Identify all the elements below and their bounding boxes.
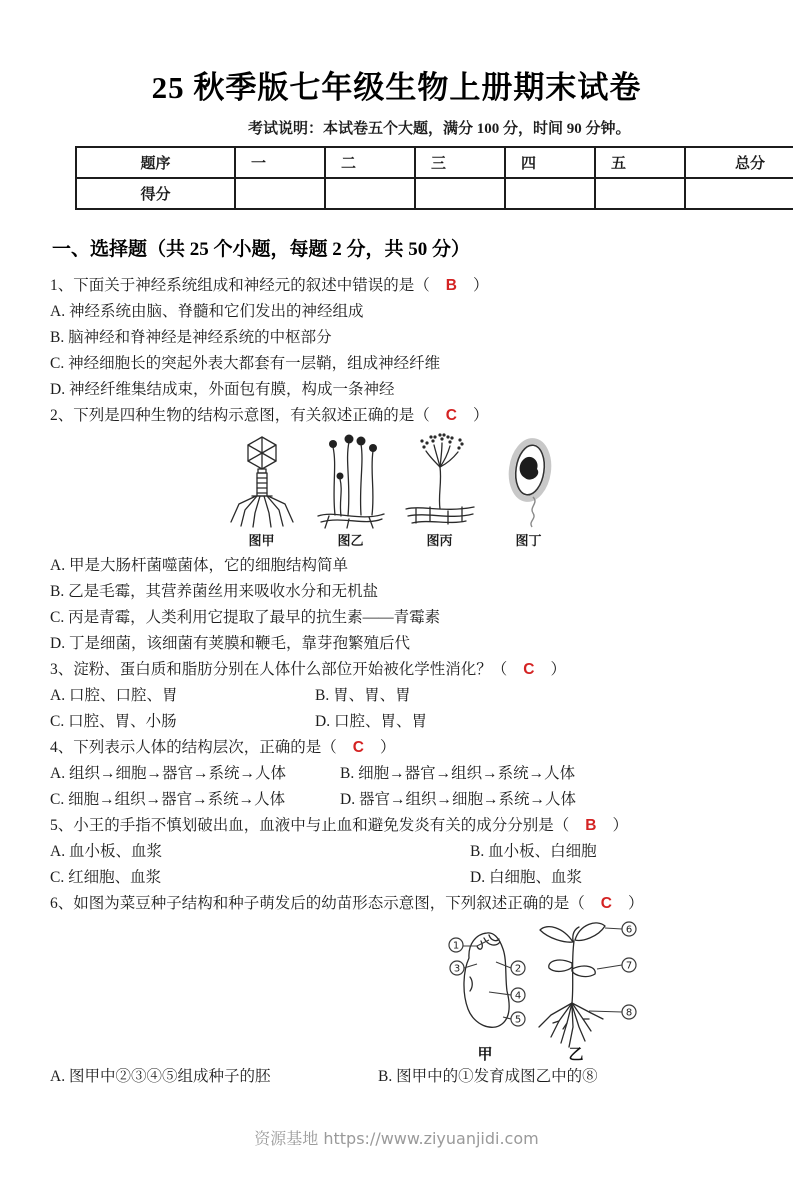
question-2-answer: C xyxy=(445,407,457,424)
question-3-text: 3、淀粉、蛋白质和脂肪分别在人体什么部位开始被化学性消化？（ xyxy=(50,661,508,678)
question-3-answer: C xyxy=(523,661,535,678)
seed-and-seedling-icon xyxy=(439,919,649,1064)
bacteriophage-icon xyxy=(226,433,298,529)
score-table-score-row xyxy=(76,178,793,209)
question-3-option-a: A. 口腔、口腔、胃 xyxy=(50,687,178,704)
question-3-options-row-1 xyxy=(50,683,793,709)
score-blank-cell xyxy=(685,178,793,209)
page-title: 25 秋季版七年级生物上册期末试卷 xyxy=(151,70,642,105)
question-2-stem xyxy=(50,403,793,429)
seed-label-3: 3 xyxy=(453,963,461,975)
question-5-close: ） xyxy=(612,817,628,834)
question-4-options-row-1 xyxy=(50,761,793,787)
score-table-cell-two: 二 xyxy=(325,147,415,178)
question-1-option-c: C. 神经细胞长的突起外表大都套有一层鞘，组成神经纤维 xyxy=(50,355,441,372)
score-blank-cell xyxy=(595,178,685,209)
seed-label-2: 2 xyxy=(514,963,522,975)
seed-label-1: 1 xyxy=(452,940,460,952)
score-table-cell-four: 四 xyxy=(505,147,595,178)
seedling-label-6: 6 xyxy=(625,924,633,936)
question-4-option-b: B. 细胞→器官→组织→系统→人体 xyxy=(340,765,576,782)
question-5-option-a: A. 血小板、血浆 xyxy=(50,843,162,860)
question-4-option-d: D. 器官→组织→细胞→系统→人体 xyxy=(340,791,576,808)
question-4-options-row-2 xyxy=(50,787,793,813)
question-6-stem xyxy=(50,891,793,917)
figure-bacteriophage xyxy=(224,433,299,549)
question-2-close: ） xyxy=(472,407,489,424)
question-5-stem xyxy=(50,813,793,839)
question-1-stem xyxy=(50,273,793,299)
score-table-cell-one: 一 xyxy=(235,147,325,178)
score-blank-cell xyxy=(505,178,595,209)
question-3-options-row-2 xyxy=(50,709,793,735)
question-6-answer: C xyxy=(600,895,612,912)
score-table-cell-five: 五 xyxy=(595,147,685,178)
score-blank-cell xyxy=(235,178,325,209)
question-3-option-c: C. 口腔、胃、小肠 xyxy=(50,713,177,730)
figure-caption-bing: 图丙 xyxy=(426,533,453,548)
question-3-close: ） xyxy=(550,661,566,678)
figure-caption-yi: 图乙 xyxy=(337,533,364,548)
question-4-answer: C xyxy=(352,739,364,756)
exam-page xyxy=(0,62,793,1148)
score-table-cell-three: 三 xyxy=(415,147,505,178)
figure-caption-seedling: 乙 xyxy=(568,1047,584,1063)
question-5-text: 5、小王的手指不慎划破出血，血液中与止血和避免发炎有关的成分分别是（ xyxy=(50,817,570,834)
section-one-heading: 一、选择题（共 25 个小题，每题 2 分，共 50 分） xyxy=(52,239,471,260)
score-table-cell-tixu: 题序 xyxy=(76,147,235,178)
question-6-close: ） xyxy=(627,895,644,912)
question-4-stem xyxy=(50,735,793,761)
question-5-answer: B xyxy=(585,817,597,834)
exam-note: 考试说明：本试卷五个大题，满分 100 分，时间 90 分钟。 xyxy=(248,121,631,137)
question-2-option-b: B. 乙是毛霉，其营养菌丝用来吸收水分和无机盐 xyxy=(50,583,379,600)
question-5-options-row-1 xyxy=(50,839,793,865)
score-row-label: 得分 xyxy=(76,178,235,209)
figure-penicillium xyxy=(402,433,477,549)
question-5-option-d: D. 白细胞、血浆 xyxy=(470,869,582,886)
question-4-option-a: A. 组织→细胞→器官→系统→人体 xyxy=(50,765,286,782)
question-2-option-d: D. 丁是细菌，该细菌有荚膜和鞭毛，靠芽孢繁殖后代 xyxy=(50,635,410,652)
question-1-option-d: D. 神经纤维集结成束，外面包有膜，构成一条神经 xyxy=(50,381,395,398)
seedling-label-7: 7 xyxy=(625,960,633,972)
score-blank-cell xyxy=(415,178,505,209)
mucor-mold-icon xyxy=(315,433,387,529)
score-table-cell-total: 总分 xyxy=(685,147,793,178)
question-6-option-a: A. 图甲中②③④⑤组成种子的胚 xyxy=(50,1068,271,1085)
question-3-option-d: D. 口腔、胃、胃 xyxy=(315,713,427,730)
question-1-close: ） xyxy=(472,277,489,294)
question-4-option-c: C. 细胞→组织→器官→系统→人体 xyxy=(50,791,286,808)
question-1-answer: B xyxy=(445,277,457,294)
question-4-text: 4、下列表示人体的结构层次，正确的是（ xyxy=(50,739,337,756)
question-5-option-b: B. 血小板、白细胞 xyxy=(470,843,597,860)
page-footer: 资源基地 https://www.ziyuanjidi.com xyxy=(254,1129,539,1148)
question-6-text: 6、如图为菜豆种子结构和种子萌发后的幼苗形态示意图，下列叙述正确的是（ xyxy=(50,895,585,912)
figure-mucor xyxy=(313,433,388,549)
score-blank-cell xyxy=(325,178,415,209)
figure-caption-jia: 图甲 xyxy=(248,533,275,548)
question-1-text: 1、下面关于神经系统组成和神经元的叙述中错误的是（ xyxy=(50,277,430,294)
penicillium-mold-icon xyxy=(404,433,476,529)
bacterium-icon xyxy=(493,433,565,529)
seedling-label-8: 8 xyxy=(625,1007,633,1019)
question-4-close: ） xyxy=(379,739,396,756)
question-2-text: 2、下列是四种生物的结构示意图，有关叙述正确的是（ xyxy=(50,407,430,424)
seed-label-4: 4 xyxy=(514,990,522,1002)
question-2-option-a: A. 甲是大肠杆菌噬菌体，它的细胞结构简单 xyxy=(50,557,348,574)
score-table xyxy=(75,146,793,210)
figure-caption-seed: 甲 xyxy=(477,1047,493,1063)
question-5-option-c: C. 红细胞、血浆 xyxy=(50,869,162,886)
score-table-header-row xyxy=(76,147,793,178)
question-2-option-c: C. 丙是青霉，人类利用它提取了最早的抗生素——青霉素 xyxy=(50,609,441,626)
figure-caption-ding: 图丁 xyxy=(515,533,542,548)
question-3-stem xyxy=(50,657,793,683)
question-2-figures xyxy=(224,433,793,549)
question-1-option-a: A. 神经系统由脑、脊髓和它们发出的神经组成 xyxy=(50,303,364,320)
question-3-option-b: B. 胃、胃、胃 xyxy=(315,687,411,704)
question-5-options-row-2 xyxy=(50,865,793,891)
question-6-option-b: B. 图甲中的①发育成图乙中的⑧ xyxy=(378,1068,598,1085)
question-6-options-row-1 xyxy=(50,1064,793,1090)
seed-label-5: 5 xyxy=(514,1014,522,1026)
question-6-figure xyxy=(295,919,793,1064)
figure-bacterium xyxy=(491,433,566,549)
question-1-option-b: B. 脑神经和脊神经是神经系统的中枢部分 xyxy=(50,329,332,346)
